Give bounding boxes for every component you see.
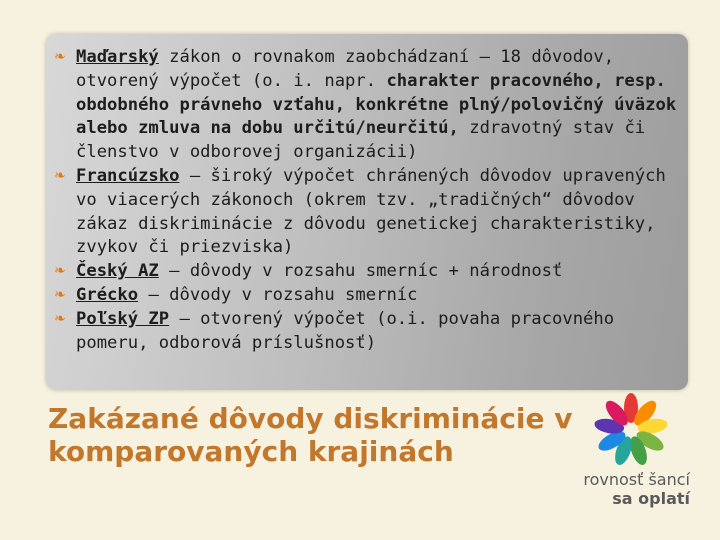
logo-line-1: rovnosť šancí — [583, 470, 690, 489]
list-item-hungary — [52, 46, 686, 165]
slide-title: Zakázané dôvody diskriminácie v komparovaných krajinách — [48, 402, 573, 468]
country-label: Poľský ZP — [76, 308, 170, 329]
country-label: Grécko — [76, 284, 139, 305]
bullet-icon: ❧ — [54, 167, 66, 184]
list-item-greece — [52, 284, 686, 308]
country-label: Český AZ — [76, 261, 159, 282]
bullet-list — [52, 46, 686, 355]
item-text: – otvorený výpočet (o.i. povaha pracovného pomeru, odborová príslušnosť) — [76, 308, 615, 353]
bullet-icon: ❧ — [54, 49, 66, 65]
hands-logo-icon — [586, 390, 676, 470]
bullet-icon: ❧ — [54, 310, 66, 327]
item-text: – dôvody v rozsahu smerníc + národnosť — [158, 261, 563, 282]
country-label: Francúzsko — [76, 165, 180, 186]
item-text: – široký výpočet chránených dôvodov upravených vo viacerých zákonoch (okrem tzv. „tradičných“ dôvodov zákaz diskriminácie z dôvodu genetickej charakteristiky, zvykov či priezviska) — [76, 165, 666, 258]
item-text: zákon o rovnakom zaobchádzaní – 18 dôvodov, otvorený výpočet (o. i. napr. — [76, 47, 615, 91]
country-label: Maďarský — [76, 47, 159, 67]
list-item-czech — [52, 260, 686, 284]
bullet-icon: ❧ — [54, 263, 66, 280]
list-item-france — [52, 165, 686, 260]
list-item-poland — [52, 308, 686, 356]
item-text: zdravotný stav či členstvo v odborovej organizácii) — [76, 118, 646, 163]
logo-text — [560, 470, 690, 508]
logo-line-2: sa oplatí — [612, 489, 690, 508]
item-bold-text: charakter pracovného, resp. obdobného právneho vzťahu, konkrétne plný/polovičný úväzok alebo zmluva na dobu určitú/neurčitú, — [76, 70, 677, 139]
bullet-icon: ❧ — [54, 286, 66, 303]
item-text: – dôvody v rozsahu smerníc — [138, 284, 418, 305]
